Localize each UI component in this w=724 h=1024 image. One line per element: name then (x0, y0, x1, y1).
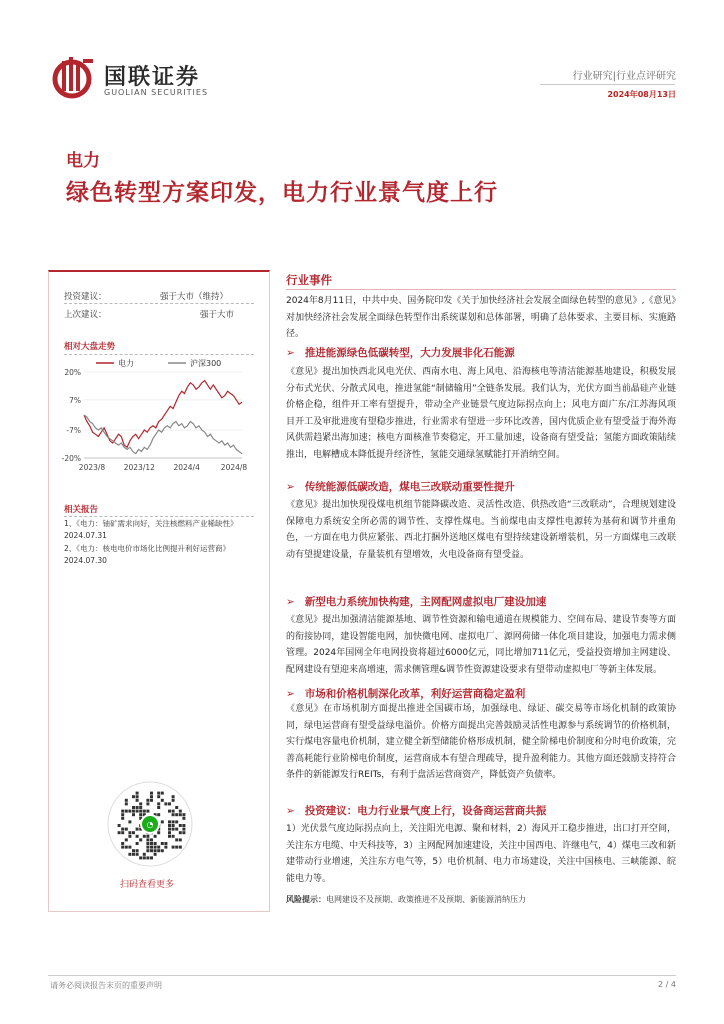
bullet-1-text: 推进能源绿色低碳转型，大力发展非化石能源 (304, 347, 515, 359)
chart-heading: 相对大盘走势 (64, 342, 116, 352)
paragraph-1: 《意见》提出加快西北风电光伏、西南水电、海上风电、沿海核电等清洁能源基地建设，积极发展分布式光伏、分散式风电，推进氢能“制储输用”全链条发展。我们认为，光伏方面当前晶硅产业链价格企稳，组件开工率有望提升，带动全产业链景气度边际拐点向上；风电方面广东/江苏海风项目开工及审批进度有望稳步推进，行业需求有望进一步环比改善，国内优质企业有望受益于海外海风供需趋紧出海加速；核电方面核准节奏稳定，开工量加速，设备商有望受益；氢能方面政策陆续推出，电解槽成本降低提升经济性，氢能交通绿氢赋能打开消纳空间。 (286, 367, 676, 460)
arrow-icon: ➢ (286, 805, 295, 817)
qr-caption: 扫码查看更多 (120, 880, 175, 890)
paragraph-3: 《意见》提出加强清洁能源基地、调节性资源和输电通道在规模能力、空间布局、建设节奏等方面的衔接协同，建设智能电网，加快微电网、虚拟电厂、源网荷储一体化项目建设，加强电力需求侧管理。2024年国网全年电网投资将超过6000亿元，同比增加711亿元，受益投资增加主网建设、配网建设有望迎来高增速，需求侧管理&调节性资源建设要求有望带动虚拟电厂等新主体发展。 (286, 615, 676, 675)
arrow-icon: ➢ (286, 596, 295, 608)
risk-label: 风险提示： (286, 895, 326, 904)
arrow-icon: ➢ (286, 688, 295, 700)
bullet-2-text: 传统能源低碳改造，煤电三改联动重要性提升 (304, 481, 515, 493)
bullet-3-text: 新型电力系统加快构建，主网配网虚拟电厂建设加速 (304, 596, 547, 608)
logo-en: GUOLIAN SECURITIES (104, 88, 209, 97)
x-tick-label: 2023/12 (123, 463, 155, 472)
bullet-5-text: 投资建议：电力行业景气度上行，设备商运营商共振 (304, 805, 547, 817)
paragraph-5: 1）光伏景气度边际拐点向上，关注阳光电源、聚和材料，2）海风开工稳步推进，出口打开空间，关注东方电缆、中天科技等，3）主网配网加速建设，关注中国西电、许继电气，4）煤电三改和新建带动行业增速，关注东方电气等，5）电价机制、电力市场建设，关注中国核电、三峡能源、皖能电力等。 (286, 824, 676, 884)
event-heading-underline (286, 289, 676, 290)
logo-cn: 国联证券 (104, 65, 201, 90)
y-tick-label: -7% (66, 426, 81, 436)
related-report-1[interactable]: 1、《电力：铀矿需求向好，关注核燃料产业稀缺性》2024.07.31 (64, 519, 238, 540)
logo-mark-icon (50, 55, 98, 99)
header-divider (540, 84, 675, 85)
related-heading: 相关报告 (64, 505, 99, 515)
sidebar-divider (64, 303, 254, 304)
report-date: 2024年08月13日 (607, 90, 676, 99)
bullet-3 (286, 594, 546, 609)
y-tick-label: 7% (69, 395, 81, 405)
bullet-5 (286, 803, 546, 818)
related-report-2[interactable]: 2、《电力：核电电价市场化比例提升利好运营商》2024.07.30 (64, 544, 231, 565)
rating-label: 投资建议： (64, 292, 107, 302)
y-tick-label: 20% (64, 368, 81, 377)
x-tick-label: 2024/8 (220, 463, 248, 472)
event-heading: 行业事件 (286, 273, 332, 287)
prev-rating-label: 上次建议： (64, 310, 107, 320)
paragraph-4: 《意见》在市场机制方面提出推进全国碳市场，加强绿电、绿证、碳交易等市场化机制的政策协同，绿电运营商有望受益绿电溢价。价格方面提出完善鼓励灵活性电源参与系统调节的价格机制，实行煤电容量电价机制，建立健全新型储能价格形成机制，健全阶梯电价制度和分时电价政策，完善高耗能行业阶梯电价制度，运营商成本有望合理疏导，提升盈利能力。其他方面还鼓励支持符合条件的新能源发行REITs，有利于盘活运营商资产，降低资产负债率。 (286, 704, 676, 781)
x-tick-label: 2023/8 (78, 463, 106, 472)
chart-heading-divider (64, 354, 254, 355)
x-tick-label: 2024/4 (173, 463, 200, 472)
bullet-2 (286, 479, 515, 494)
bullet-4 (286, 686, 525, 701)
qr-code-icon[interactable] (106, 780, 194, 868)
intro-paragraph: 2024年8月11日，中共中央、国务院印发《关于加快经济社会发展全面绿色转型的意见》,《意见》对加快经济社会发展全面绿色转型作出系统谋划和总体部署，明确了总体要求、主要目标、实施路径。 (286, 296, 676, 340)
related-divider (64, 516, 254, 517)
bullet-4-text: 市场和价格机制深化改革，利好运营商稳定盈利 (304, 688, 526, 700)
sector-label: 电力 (66, 151, 100, 171)
svg-text:◔: ◔ (146, 820, 154, 829)
paragraph-2: 《意见》提出加快现役煤电机组节能降碳改造、灵活性改造、供热改造“三改联动”，合理规划建设保障电力系统安全所必需的调节性、支撑性煤电。当前煤电由支撑性电源转为基荷和调节并重角色，一方面在电力供应紧张、西北打捆外送地区煤电有望持续建设新增装机，另一方面煤电三改联动有望提建设量，存量装机有望增效，火电设备商有望受益。 (286, 500, 676, 560)
bullet-1 (286, 345, 515, 360)
report-category: 行业研究|行业点评研究 (572, 71, 676, 82)
arrow-icon: ➢ (286, 481, 295, 493)
risk-note (286, 894, 676, 905)
company-logo (50, 55, 98, 99)
relative-performance-chart (56, 356, 256, 482)
legend-label: 电力 (118, 359, 134, 368)
prev-rating-value: 强于大市 (200, 310, 235, 320)
page-number: 2 / 4 (658, 980, 676, 989)
risk-text: 电网建设不及预期、政策推进不及预期、新能源消纳压力 (326, 895, 526, 904)
footer-disclaimer: 请务必阅读报告末页的重要声明 (50, 981, 162, 990)
arrow-icon: ➢ (286, 347, 295, 359)
page-title: 绿色转型方案印发，电力行业景气度上行 (66, 180, 498, 206)
legend-label: 沪深300 (190, 359, 222, 368)
footer-divider (48, 975, 676, 976)
series-line-1 (84, 415, 242, 454)
y-tick-label: -20% (61, 454, 81, 463)
rating-value: 强于大市（维持） (160, 292, 229, 302)
